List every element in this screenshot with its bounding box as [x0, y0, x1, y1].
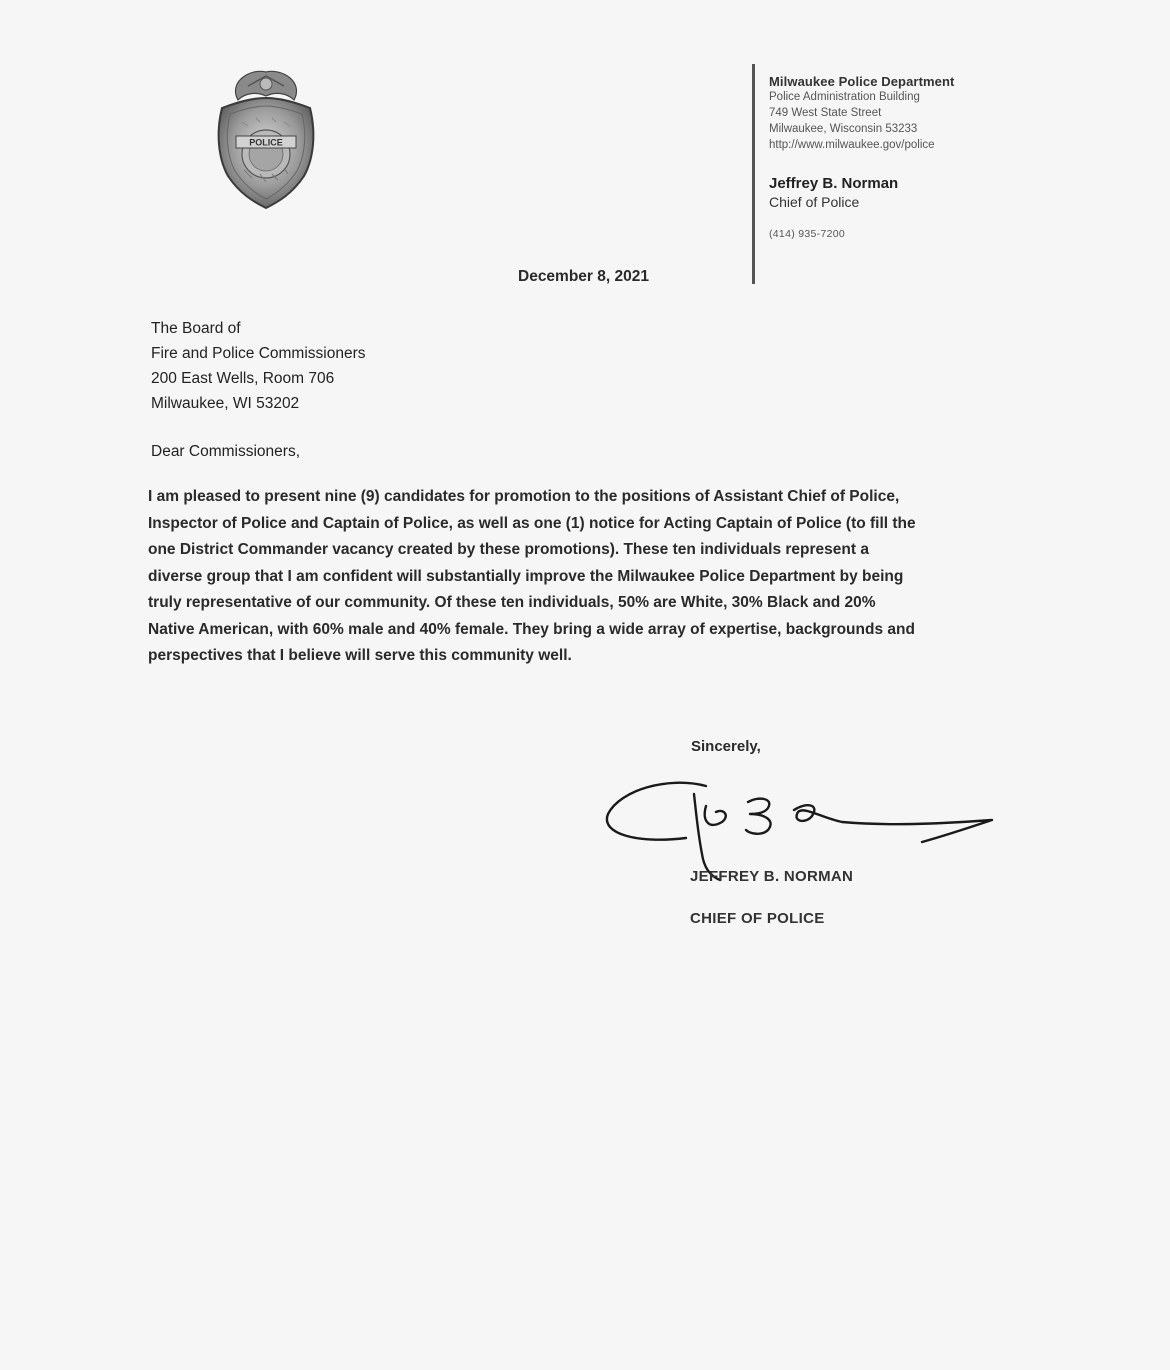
phone-number: (414) 935-7200	[769, 228, 846, 240]
body-line: perspectives that I believe will serve this community well.	[148, 647, 572, 664]
recipient-line: 200 East Wells, Room 706	[151, 370, 335, 387]
department-name: Milwaukee Police Department	[769, 74, 955, 89]
salutation: Dear Commissioners,	[151, 443, 301, 460]
letter-date: December 8, 2021	[518, 268, 649, 285]
handwritten-signature	[598, 772, 998, 882]
body-line: I am pleased to present nine (9) candidates for promotion to the positions of Assistant Chief of Police,	[148, 488, 900, 505]
recipient-line: Fire and Police Commissioners	[151, 345, 366, 362]
address-line: 749 West State Street	[769, 107, 882, 119]
body-line: truly representative of our community. Of these ten individuals, 50% are White, 30% Black and 20%	[148, 594, 876, 611]
badge-text: POLICE	[249, 137, 283, 148]
recipient-line: The Board of	[151, 320, 241, 337]
chief-title: Chief of Police	[769, 194, 860, 210]
chief-name: Jeffrey B. Norman	[769, 175, 899, 192]
body-line: Native American, with 60% male and 40% female. They bring a wide array of expertise, backgrounds and	[148, 620, 915, 638]
closing: Sincerely,	[691, 738, 761, 755]
police-badge-icon	[208, 62, 324, 210]
body-line: one District Commander vacancy created by these promotions). These ten individuals represent a	[148, 541, 869, 558]
letter-body	[148, 484, 1048, 670]
recipient-address	[151, 316, 366, 416]
signature-name: JEFFREY B. NORMAN	[690, 868, 854, 885]
address-line: Milwaukee, Wisconsin 53233	[769, 123, 918, 135]
signature-title: CHIEF OF POLICE	[690, 910, 825, 927]
body-line: diverse group that I am confident will substantially improve the Milwaukee Police Department by being	[148, 567, 904, 585]
address-line: Police Administration Building	[769, 91, 920, 103]
recipient-line: Milwaukee, WI 53202	[151, 395, 300, 412]
website-line: http://www.milwaukee.gov/police	[769, 139, 935, 151]
letterhead	[752, 64, 1012, 284]
body-line: Inspector of Police and Captain of Police, as well as one (1) notice for Acting Captain of Police (to fill the	[148, 514, 916, 532]
